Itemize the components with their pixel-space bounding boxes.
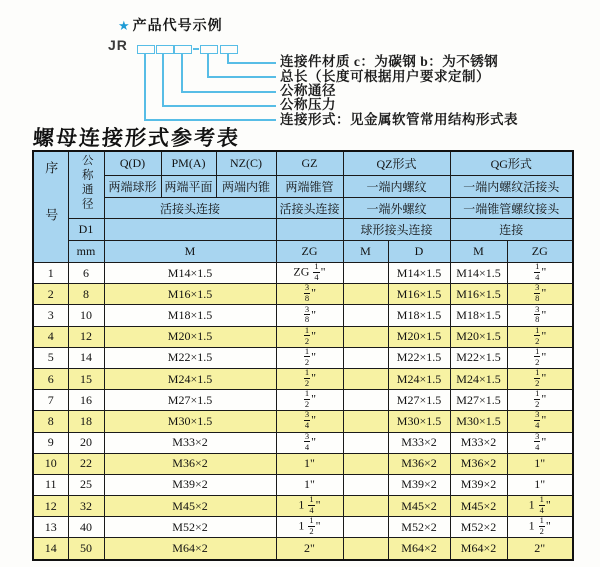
cell-qz-d: M39×2: [388, 474, 450, 495]
header-mm: mm: [68, 241, 104, 263]
cell-qz-m: [343, 263, 388, 284]
header-qg-sub3: 连接: [450, 219, 573, 241]
header-pm-sub: 两端平面: [161, 176, 216, 198]
cell-qz-d: M64×2: [388, 538, 450, 560]
header-col-pm: PM(A): [161, 151, 216, 176]
cell-dn: 18: [68, 411, 104, 432]
callout-line: [144, 53, 146, 119]
cell-qg-zg: 2": [507, 538, 573, 560]
cell-qg-zg: $\frac{3}{8}$ ": [507, 305, 573, 326]
header-blank-mid: [104, 219, 276, 241]
fraction-value: $\frac{1}{2}$: [304, 368, 310, 389]
header-zg: ZG: [276, 241, 343, 263]
table-row: [33, 432, 573, 453]
cell-seq: 9: [33, 432, 68, 453]
header-row-3: [33, 198, 573, 219]
cell-m: M20×1.5: [104, 326, 276, 347]
cell-qg-zg: $\frac{3}{4}$ ": [507, 411, 573, 432]
cell-qg-zg: $\frac{1}{2}$ ": [507, 326, 573, 347]
cell-zg: $\frac{3}{4}$ ": [276, 411, 343, 432]
cell-zg: $\frac{3}{8}$ ": [276, 305, 343, 326]
table-row: [33, 474, 573, 495]
table-row: [33, 517, 573, 538]
header-seq: [33, 151, 68, 263]
fraction-value: $\frac{3}{8}$: [304, 304, 310, 325]
cell-qz-m: [343, 411, 388, 432]
cell-m: M27×1.5: [104, 390, 276, 411]
header-row-5: [33, 241, 573, 263]
cell-qg-m: M16×1.5: [450, 284, 507, 305]
cell-m: M36×2: [104, 453, 276, 474]
header-qz-m: M: [343, 241, 388, 263]
cell-seq: 6: [33, 368, 68, 389]
cell-dn: 32: [68, 496, 104, 517]
code-box-4: [200, 45, 218, 54]
cell-qg-zg: 1 $\frac{1}{4}$ ": [507, 496, 573, 517]
cell-qz-d: M16×1.5: [388, 284, 450, 305]
cell-qz-m: [343, 474, 388, 495]
header-qg-sub1: 一端内螺纹活接头: [450, 176, 573, 198]
cell-qg-m: M39×2: [450, 474, 507, 495]
cell-qg-m: M64×2: [450, 538, 507, 560]
cell-qg-zg: $\frac{1}{2}$ ": [507, 347, 573, 368]
header-qz-sub1: 一端内螺纹: [343, 176, 450, 198]
header-row-4: [33, 219, 573, 241]
cell-qz-m: [343, 305, 388, 326]
cell-dn: 14: [68, 347, 104, 368]
cell-zg: $\frac{3}{8}$ ": [276, 284, 343, 305]
table-row: [33, 368, 573, 389]
header-qz-sub3: 球形接头连接: [343, 219, 450, 241]
cell-qg-zg: $\frac{1}{2}$ ": [507, 368, 573, 389]
header-qz-d: D: [388, 241, 450, 263]
fraction-value: $\frac{1}{2}$: [539, 516, 544, 537]
header-col-qg: QG形式: [450, 151, 573, 176]
cell-dn: 10: [68, 305, 104, 326]
cell-qg-zg: $\frac{3}{4}$ ": [507, 432, 573, 453]
table-row: [33, 496, 573, 517]
cell-dn: 40: [68, 517, 104, 538]
fraction-value: $\frac{1}{4}$: [314, 262, 319, 283]
header-dn-text: 公称通径: [80, 154, 93, 212]
cell-qz-m: [343, 368, 388, 389]
cell-dn: 25: [68, 474, 104, 495]
cell-m: M14×1.5: [104, 263, 276, 284]
cell-qz-m: [343, 390, 388, 411]
cell-zg: ZG $\frac{1}{4}$ ": [276, 263, 343, 284]
table-row: [33, 284, 573, 305]
table-row: [33, 305, 573, 326]
fraction-value: $\frac{1}{4}$: [535, 262, 540, 283]
cell-m: M18×1.5: [104, 305, 276, 326]
header-qg-m: M: [450, 241, 507, 263]
cell-qz-d: M18×1.5: [388, 305, 450, 326]
fraction-value: $\frac{1}{2}$: [535, 389, 540, 410]
cell-zg: 1": [276, 474, 343, 495]
cell-zg: $\frac{1}{2}$ ": [276, 326, 343, 347]
label-nominal-pressure: 公称压力: [280, 97, 336, 112]
cell-qg-zg: 1 $\frac{1}{2}$ ": [507, 517, 573, 538]
table-row: [33, 263, 573, 284]
cell-qz-d: M36×2: [388, 453, 450, 474]
nut-connection-reference-table: [32, 150, 574, 561]
callout-line: [227, 53, 229, 62]
fraction-value: $\frac{3}{8}$: [535, 304, 540, 325]
fraction-value: $\frac{3}{8}$: [304, 283, 310, 304]
cell-zg: 1 $\frac{1}{2}$ ": [276, 517, 343, 538]
header-gz-sub: 两端锥管: [276, 176, 343, 198]
header-col-q: Q(D): [104, 151, 161, 176]
callout-line: [207, 53, 209, 76]
fraction-value: $\frac{1}{2}$: [309, 516, 314, 537]
cell-qg-zg: 1": [507, 453, 573, 474]
cell-qg-m: M14×1.5: [450, 263, 507, 284]
cell-dn: 22: [68, 453, 104, 474]
fraction-value: $\frac{1}{2}$: [304, 326, 310, 346]
callout-line: [181, 53, 183, 91]
table-row: [33, 347, 573, 368]
header-qz-sub2: 一端外螺纹: [343, 198, 450, 219]
product-code-heading: [118, 15, 223, 35]
cell-qg-m: M52×2: [450, 517, 507, 538]
header-nz-sub: 两端内锥: [216, 176, 276, 198]
header-seq-text: 序号: [43, 161, 59, 255]
cell-qg-zg: 1": [507, 474, 573, 495]
header-blank-gz: [276, 219, 343, 241]
cell-qz-d: M22×1.5: [388, 347, 450, 368]
cell-qz-m: [343, 432, 388, 453]
fraction-value: $\frac{3}{4}$: [304, 410, 310, 431]
cell-zg: $\frac{1}{2}$ ": [276, 390, 343, 411]
fraction-value: $\frac{1}{4}$: [309, 495, 314, 516]
code-box-2: [156, 45, 174, 54]
cell-dn: 6: [68, 263, 104, 284]
cell-m: M64×2: [104, 538, 276, 560]
cell-dn: 15: [68, 368, 104, 389]
label-connector-material: 连接件材质 c：为碳钢 b：为不锈钢: [280, 54, 499, 69]
label-nominal-diameter: 公称通径: [280, 83, 336, 98]
cell-m: M30×1.5: [104, 411, 276, 432]
fraction-value: $\frac{3}{4}$: [535, 410, 540, 431]
cell-dn: 12: [68, 326, 104, 347]
cell-qz-m: [343, 453, 388, 474]
header-gz-connection: 活接头连接: [276, 198, 343, 219]
header-row-2: [33, 176, 573, 198]
cell-zg: 1 $\frac{1}{4}$ ": [276, 496, 343, 517]
fraction-value: $\frac{1}{2}$: [304, 347, 310, 367]
cell-zg: $\frac{3}{4}$ ": [276, 432, 343, 453]
product-code-prefix: JR: [108, 37, 128, 53]
fraction-value: $\frac{3}{4}$: [304, 432, 310, 452]
header-m: M: [104, 241, 276, 263]
cell-dn: 8: [68, 284, 104, 305]
callout-line: [162, 53, 164, 105]
header-col-qz: QZ形式: [343, 151, 450, 176]
code-box-3: [174, 45, 192, 54]
cell-qg-m: M24×1.5: [450, 368, 507, 389]
cell-seq: 7: [33, 390, 68, 411]
cell-qz-m: [343, 284, 388, 305]
cell-qz-m: [343, 496, 388, 517]
cell-qg-zg: $\frac{1}{4}$ ": [507, 263, 573, 284]
code-box-5: [220, 45, 238, 54]
cell-seq: 3: [33, 305, 68, 326]
cell-qz-d: M30×1.5: [388, 411, 450, 432]
cell-m: M33×2: [104, 432, 276, 453]
table-header: [33, 151, 573, 263]
cell-seq: 11: [33, 474, 68, 495]
cell-qz-d: M20×1.5: [388, 326, 450, 347]
header-union-connection: 活接头连接: [104, 198, 276, 219]
header-dn: [68, 151, 104, 219]
cell-m: M16×1.5: [104, 284, 276, 305]
label-total-length: 总长（长度可根据用户要求定制）: [280, 68, 490, 84]
cell-qz-m: [343, 517, 388, 538]
fraction-value: $\frac{1}{2}$: [304, 389, 310, 410]
table-row: [33, 411, 573, 432]
cell-qz-d: M14×1.5: [388, 263, 450, 284]
cell-qz-d: M45×2: [388, 496, 450, 517]
table-row: [33, 538, 573, 560]
cell-seq: 2: [33, 284, 68, 305]
header-q-sub: 两端球形: [104, 176, 161, 198]
cell-dn: 50: [68, 538, 104, 560]
cell-qg-m: M33×2: [450, 432, 507, 453]
product-code-heading-text: 产品代号示例: [132, 17, 223, 33]
cell-seq: 14: [33, 538, 68, 560]
table-row: [33, 326, 573, 347]
cell-m: M22×1.5: [104, 347, 276, 368]
star-icon: ★: [118, 18, 131, 33]
header-row-1: [33, 151, 573, 176]
cell-qg-m: M20×1.5: [450, 326, 507, 347]
header-qg-zg: ZG: [507, 241, 573, 263]
cell-zg: $\frac{1}{2}$ ": [276, 347, 343, 368]
cell-seq: 10: [33, 453, 68, 474]
fraction-value: $\frac{1}{2}$: [535, 326, 540, 346]
cell-m: M52×2: [104, 517, 276, 538]
cell-qg-m: M18×1.5: [450, 305, 507, 326]
code-box-1: [137, 45, 155, 54]
cell-qg-zg: $\frac{1}{2}$ ": [507, 390, 573, 411]
cell-qz-d: M27×1.5: [388, 390, 450, 411]
cell-dn: 16: [68, 390, 104, 411]
callout-line: [207, 76, 276, 78]
fraction-value: $\frac{3}{4}$: [535, 432, 540, 452]
cell-zg: $\frac{1}{2}$ ": [276, 368, 343, 389]
code-dash: [193, 48, 199, 50]
table-row: [33, 390, 573, 411]
cell-m: M24×1.5: [104, 368, 276, 389]
callout-line: [162, 105, 276, 107]
label-connection-form: 连接形式：见金属软管常用结构形式表: [280, 111, 518, 127]
cell-m: M45×2: [104, 496, 276, 517]
cell-qz-d: M24×1.5: [388, 368, 450, 389]
cell-qz-m: [343, 347, 388, 368]
cell-zg: 1": [276, 453, 343, 474]
cell-seq: 12: [33, 496, 68, 517]
cell-seq: 8: [33, 411, 68, 432]
table-title: 螺母连接形式参考表: [32, 126, 241, 150]
cell-zg: 2": [276, 538, 343, 560]
cell-seq: 13: [33, 517, 68, 538]
fraction-value: $\frac{3}{8}$: [535, 283, 540, 304]
header-col-gz: GZ: [276, 151, 343, 176]
cell-qg-m: M45×2: [450, 496, 507, 517]
cell-qz-m: [343, 326, 388, 347]
header-d1: D1: [68, 219, 104, 241]
table-row: [33, 453, 573, 474]
fraction-value: $\frac{1}{2}$: [535, 368, 540, 389]
cell-qg-m: M22×1.5: [450, 347, 507, 368]
cell-qg-m: M30×1.5: [450, 411, 507, 432]
cell-seq: 5: [33, 347, 68, 368]
fraction-value: $\frac{1}{4}$: [539, 495, 544, 516]
callout-line: [227, 62, 276, 64]
cell-qz-d: M33×2: [388, 432, 450, 453]
cell-qz-d: M52×2: [388, 517, 450, 538]
header-qg-sub2: 一端锥管螺纹接头: [450, 198, 573, 219]
cell-seq: 4: [33, 326, 68, 347]
cell-qz-m: [343, 538, 388, 560]
cell-m: M39×2: [104, 474, 276, 495]
header-col-nz: NZ(C): [216, 151, 276, 176]
callout-line: [181, 91, 276, 93]
cell-qg-zg: $\frac{3}{8}$ ": [507, 284, 573, 305]
cell-seq: 1: [33, 263, 68, 284]
cell-dn: 20: [68, 432, 104, 453]
callout-line: [144, 119, 276, 121]
cell-qg-m: M27×1.5: [450, 390, 507, 411]
cell-qg-m: M36×2: [450, 453, 507, 474]
fraction-value: $\frac{1}{2}$: [535, 347, 540, 367]
table-body: [33, 263, 573, 560]
